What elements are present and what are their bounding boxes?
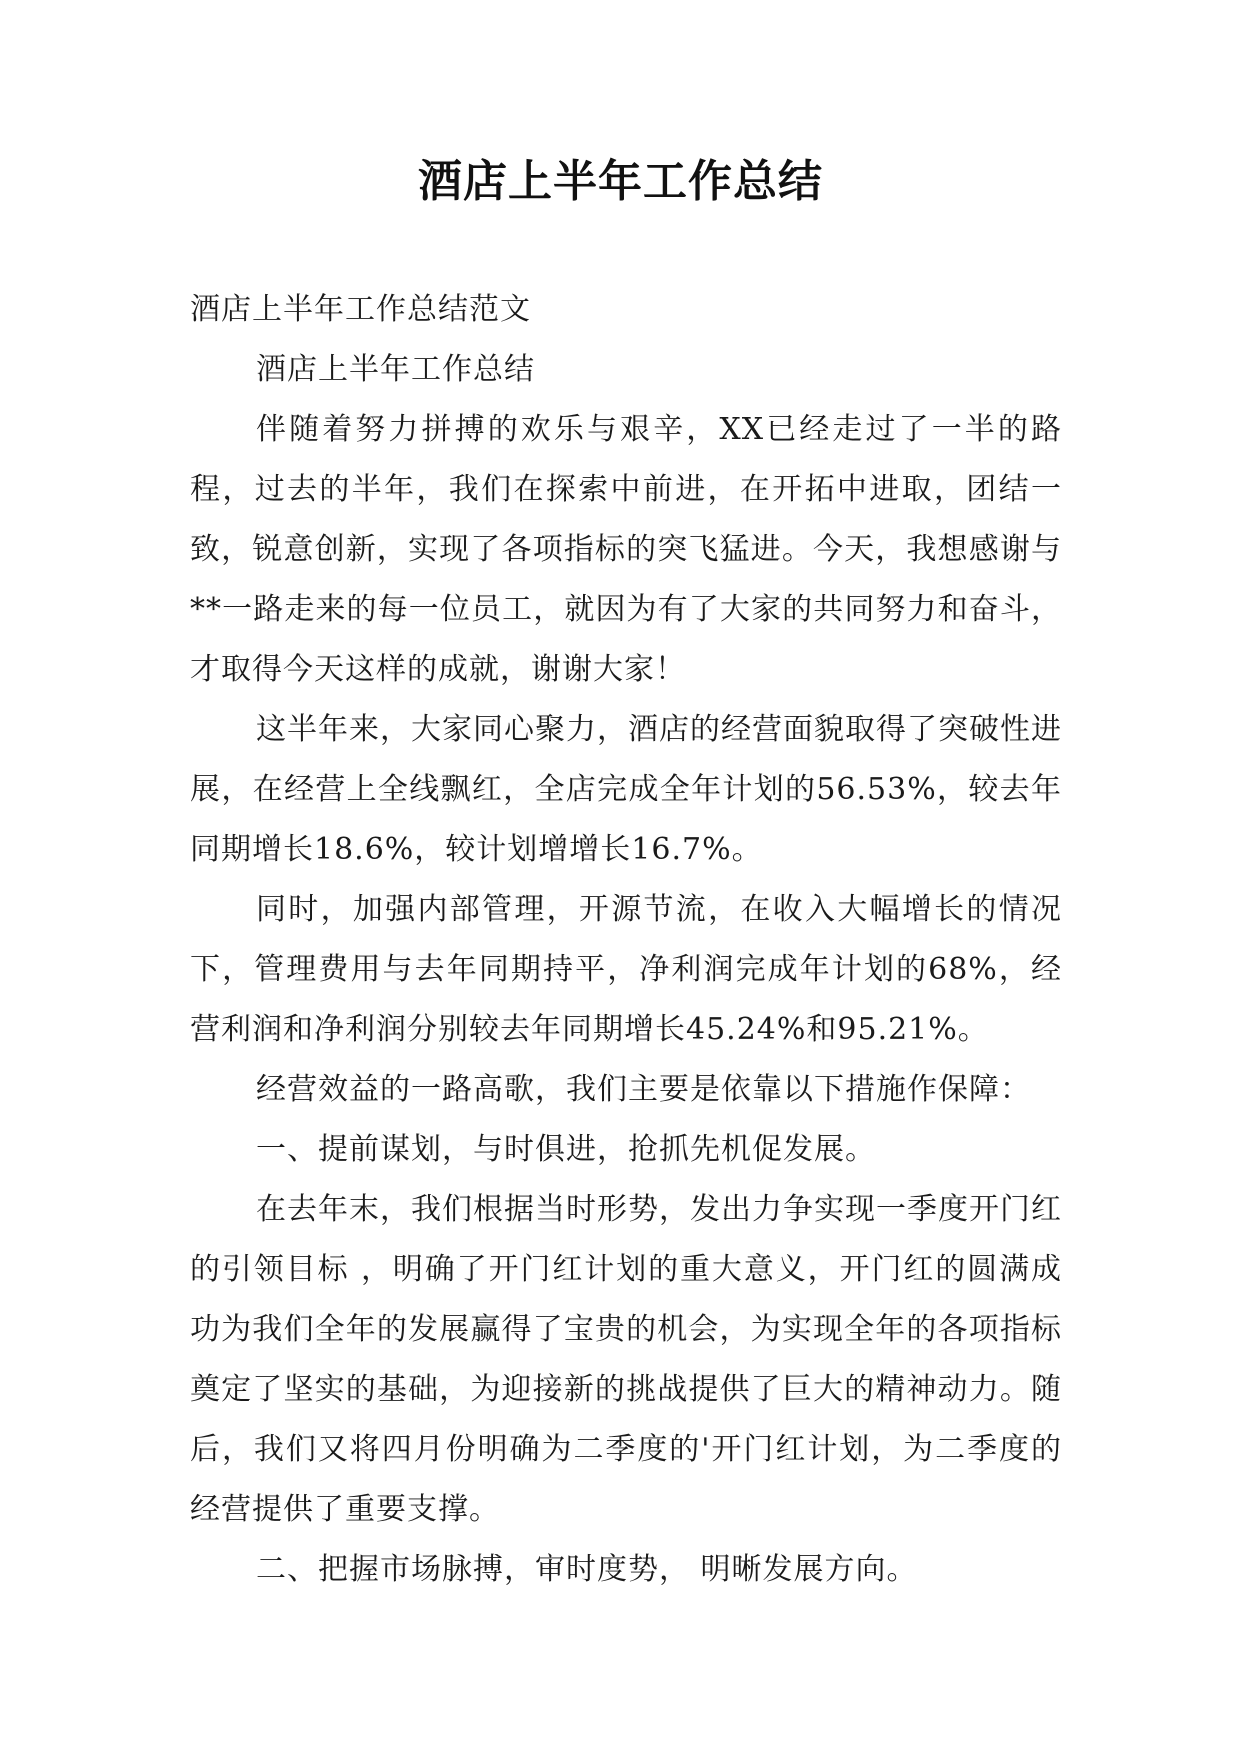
performance-paragraph: 这半年来，大家同心聚力，酒店的经营面貌取得了突破性进展，在经营上全线飘红，全店完成全年计划的56.53%，较去年同期增长18.6%，较计划增增长16.7%。: [190, 712, 1062, 867]
heading-paragraph: 酒店上半年工作总结: [256, 352, 535, 387]
document-body: [190, 280, 1062, 1600]
management-paragraph: 同时，加强内部管理，开源节流，在收入大幅增长的情况下，管理费用与去年同期持平，净利润完成年计划的68%，经营利润和净利润分别较去年同期增长45.24%和95.21%。: [190, 892, 1062, 1047]
intro-paragraph: 伴随着努力拼搏的欢乐与艰辛，XX已经走过了一半的路程，过去的半年，我们在探索中前进，在开拓中进取，团结一致，锐意创新，实现了各项指标的突飞猛进。今天，我想感谢与**一路走来的每一位员工，就因为有了大家的共同努力和奋斗，才取得今天这样的成就，谢谢大家！: [190, 412, 1062, 687]
section-heading-2: 二、把握市场脉搏，审时度势， 明晰发展方向。: [256, 1552, 918, 1587]
document-title: 酒店上半年工作总结: [418, 156, 823, 207]
subtitle-paragraph: 酒店上半年工作总结范文: [190, 292, 531, 327]
measures-intro-paragraph: 经营效益的一路高歌，我们主要是依靠以下措施作保障：: [256, 1072, 1031, 1107]
section-heading-1: 一、提前谋划，与时俱进，抢抓先机促发展。: [256, 1132, 876, 1167]
section-1-paragraph: 在去年末，我们根据当时形势，发出力争实现一季度开门红的引领目标 ，明确了开门红计划的重大意义，开门红的圆满成功为我们全年的发展赢得了宝贵的机会，为实现全年的各项指标奠定了坚实的基础，为迎接新的挑战提供了巨大的精神动力。随后，我们又将四月份明确为二季度的'开门红计划，为二季度的经营提供了重要支撑。: [190, 1192, 1062, 1527]
